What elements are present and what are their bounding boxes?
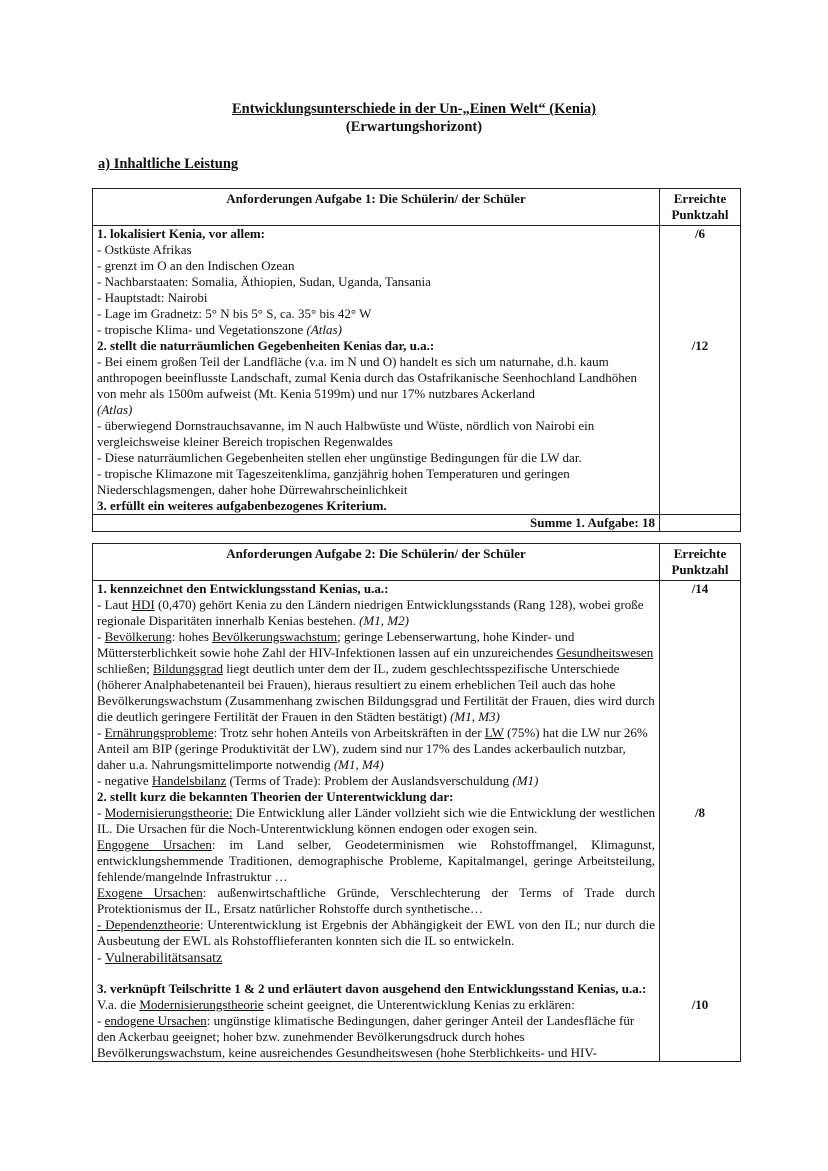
atlas-reference: (Atlas) — [97, 402, 133, 417]
criterion-2-text: - Diese naturräumlichen Gegebenheiten stellen eher ungünstige Bedingungen für die LW dar. — [97, 450, 582, 465]
requirements-header: Anforderungen Aufgabe 1: Die Schülerin/ der Schüler — [93, 189, 660, 226]
table-row — [93, 226, 741, 515]
modernization-paragraph: - Modernisierungstheorie: Die Entwicklung aller Länder vollzieht sich wie die Entwicklung der westlichen IL. Die Ursachen für die Noch-Unterentwicklung können endogen oder exogen sein. — [97, 805, 655, 836]
trade-paragraph: - negative Handelsbilanz (Terms of Trade): Problem der Auslandsverschuldung (M1) — [97, 773, 539, 788]
sum-points-cell — [660, 515, 741, 532]
dependency-paragraph: - Dependenztheorie: Unterentwicklung ist Ergebnis der Abhängigkeit der EWL von den IL; nur durch die Ausbeutung der EWL als Rohstofflieferanten konnten sich die IL so entwickeln. — [97, 917, 656, 948]
table-header-row — [93, 544, 741, 581]
criterion-3-text: V.a. die Modernisierungstheorie scheint geeignet, die Unterentwicklung Kenias zu erklären: — [97, 997, 575, 1012]
task-1-table — [92, 188, 741, 532]
table-header-row — [93, 189, 741, 226]
points-header: Erreichte Punktzahl — [660, 189, 741, 226]
criterion-2-text: - überwiegend Dornstrauchsavanne, im N auch Halbwüste und Wüste, nördlich von Nairobi ein vergleichsweise kleiner Bereich tropischen Regenwaldes — [97, 418, 595, 449]
sum-row — [93, 515, 741, 532]
points-criterion-1: /14 — [691, 581, 709, 596]
criterion-1-line: - Ostküste Afrikas — [97, 242, 192, 257]
criterion-2-text: - Bei einem großen Teil der Landfläche (v.a. im N und O) handelt es sich um naturnahe, d.h. kaum anthropogen beeinflusste Landschaft, zumal Kenia durch das Ostafrikanische Seenhochland Landhöhen von mehr als 1500m aufweist (Mt. Kenia 5199m) und nur 17% nutzbares Ackerland — [97, 354, 638, 401]
points-criterion-1: /6 — [694, 226, 706, 241]
points-criterion-2: /12 — [691, 338, 709, 353]
criterion-1-title: 1. kennzeichnet den Entwicklungsstand Kenias, u.a.: — [97, 581, 389, 596]
vulnerability-paragraph: - Vulnerabilitätsansatz — [97, 951, 223, 966]
points-cell — [660, 226, 741, 515]
points-criterion-3: /10 — [691, 997, 709, 1012]
requirements-cell — [93, 226, 660, 515]
criterion-1-line: - tropische Klima- und Vegetationszone (Atlas) — [97, 322, 342, 337]
points-header: Erreichte Punktzahl — [660, 544, 741, 581]
nutrition-paragraph: - Ernährungsprobleme: Trotz sehr hohen Anteils von Arbeitskräften in der LW (75%) hat die LW nur 26% Anteil am BIP (geringe Produktivität der LW), zudem sind nur 17% des Landes ackerbaulich nutzbar, daher u.a. Nahrungsmittelimporte notwendig (M1, M4) — [97, 725, 648, 772]
exogenous-paragraph: Exogene Ursachen: außenwirtschaftliche Gründe, Verschlechterung der Terms of Trade durch Protektionismus der IL, Ersatz natürlicher Rohstoffe durch synthetische… — [97, 885, 655, 916]
criterion-1-line: - grenzt im O an den Indischen Ozean — [97, 258, 295, 273]
task-2-table — [92, 543, 741, 1062]
criterion-1-title: 1. lokalisiert Kenia, vor allem: — [97, 226, 266, 241]
sum-task-1: Summe 1. Aufgabe: 18 — [93, 515, 660, 532]
table-row — [93, 581, 741, 1062]
hdi-paragraph: - Laut HDI (0,470) gehört Kenia zu den Ländern niedrigen Entwicklungsstands (Rang 128), wobei große regionale Disparitäten innerhalb Kenias bestehen. (M1, M2) — [97, 597, 644, 628]
criterion-2-text: - tropische Klimazone mit Tageszeitenklima, ganzjährig hohen Temperaturen und geringen Niederschlagsmengen, daher hohe Dürrewahrscheinlichkeit — [97, 466, 570, 497]
criterion-3-text: - endogene Ursachen: ungünstige klimatische Bedingungen, daher geringer Anteil der Landesfläche für den Ackerbau geeignet; hoher bzw. zunehmender Bevölkerungsdruck durch hohes Bevölkerungswachstum, keine ausreichendes Gesundheitswesen (hohe Sterblichkeits- und HIV- — [97, 1013, 635, 1060]
endogenous-paragraph: Engogene Ursachen: im Land selber, Geodeterminismen wie Rohstoffmangel, Klimagunst, entwicklungshemmende Traditionen, demographische Probleme, Kapitalmangel, geringe Arbeitsteilung, fehlende/mangelnde Infrastruktur … — [97, 837, 655, 884]
criterion-1-line: - Lage im Gradnetz: 5° N bis 5° S, ca. 35° bis 42° W — [97, 306, 372, 321]
criterion-3-title: 3. erfüllt ein weiteres aufgabenbezogenes Kriterium. — [97, 498, 387, 513]
criterion-2-title: 2. stellt kurz die bekannten Theorien der Unterentwicklung dar: — [97, 789, 454, 804]
title-line-2: (Erwartungshorizont) — [345, 119, 483, 135]
criterion-1-line: - Hauptstadt: Nairobi — [97, 290, 208, 305]
requirements-header: Anforderungen Aufgabe 2: Die Schülerin/ der Schüler — [93, 544, 660, 581]
population-paragraph: - Bevölkerung: hohes Bevölkerungswachstum; geringe Lebenserwartung, hohe Kinder- und Müttersterblichkeit sowie hohe Zahl der HIV-Infektionen lassen auf ein unzureichendes Gesundheitswesen schließen; Bildungsgrad liegt deutlich unter dem der IL, zudem geschlechtsspezifische Unterschiede (höherer Analphabetenanteil bei Frauen), hieraus resultiert zu einem erheblichen Teil auch das hohe Bevölkerungswachstum (Zusammenhang zwischen Bildungsgrad und Fertilität der Frauen, dies wird durch die deutlich geringere Fertilität der Frauen in den Städten bestätigt) (M1, M3) — [97, 629, 655, 724]
criterion-3-title: 3. verknüpft Teilschritte 1 & 2 und erläutert davon ausgehend den Entwicklungsstand Kenias, u.a.: — [97, 981, 647, 996]
requirements-cell — [93, 581, 660, 1062]
points-cell — [660, 581, 741, 1062]
document-title — [0, 100, 828, 136]
criterion-2-title: 2. stellt die naturräumlichen Gegebenheiten Kenias dar, u.a.: — [97, 338, 435, 353]
criterion-1-line: - Nachbarstaaten: Somalia, Äthiopien, Sudan, Uganda, Tansania — [97, 274, 431, 289]
points-criterion-2: /8 — [694, 805, 706, 820]
title-line-1: Entwicklungsunterschiede in der Un-„Einen Welt“ (Kenia) — [231, 101, 596, 117]
section-heading-a: a) Inhaltliche Leistung — [98, 156, 239, 172]
